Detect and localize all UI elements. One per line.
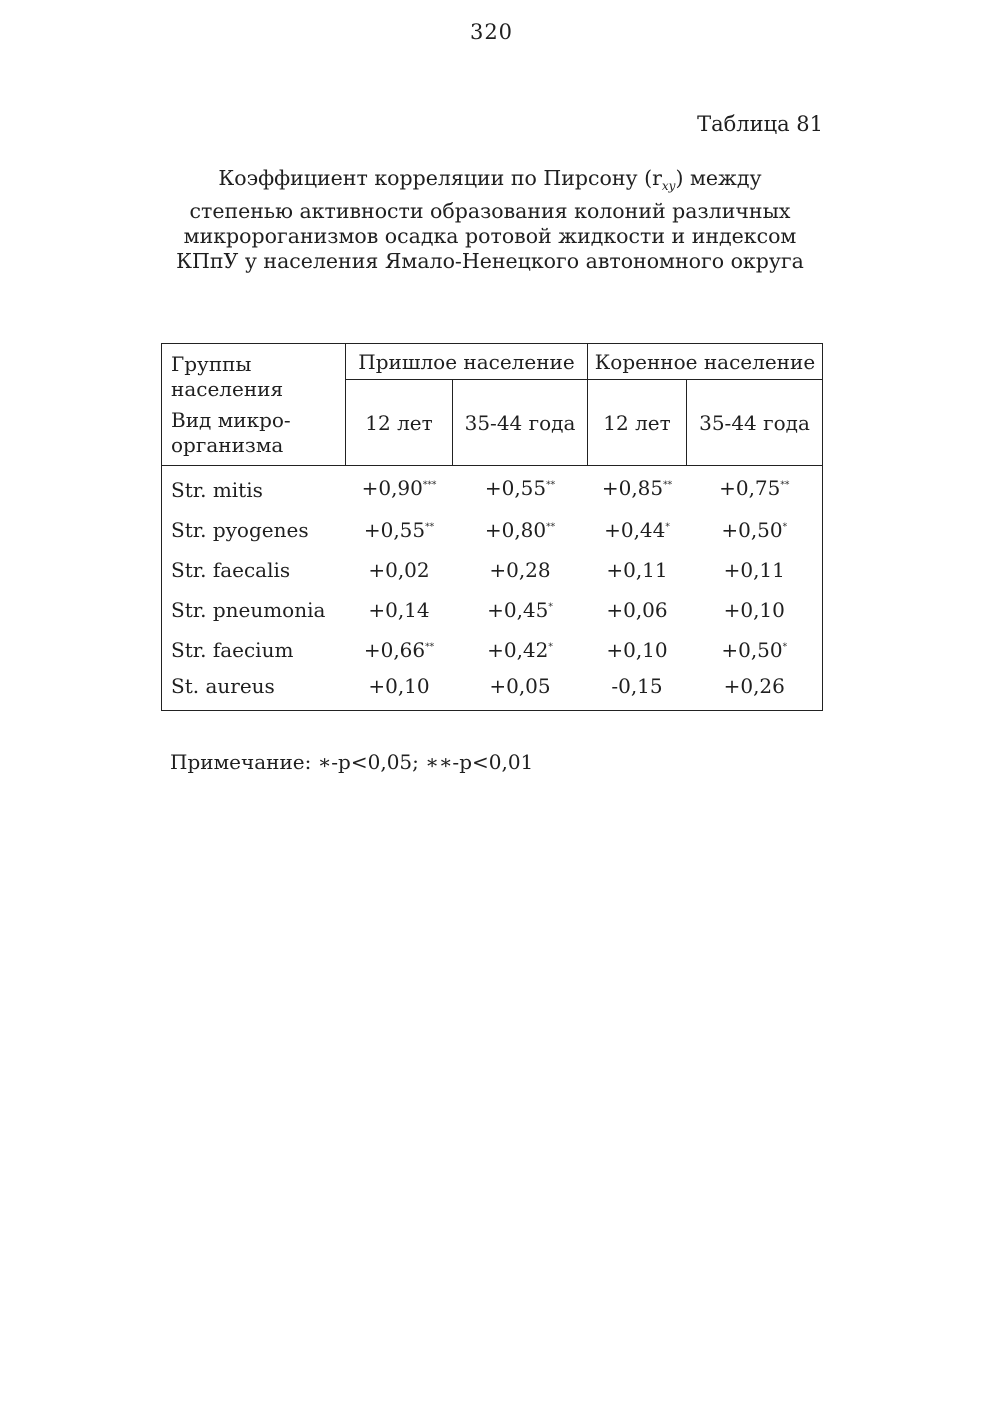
correlation-value: +0,10 [723,598,785,622]
table-label: Таблица 81 [697,112,823,136]
correlation-cell [588,590,687,630]
group-header-newcomers: Пришлое население [346,344,588,380]
correlation-value: +0,11 [606,558,668,582]
correlation-cell [346,630,453,670]
significance-mark: ** [425,642,435,653]
significance-mark: ** [546,480,556,491]
group-header-indigenous: Коренное население [588,344,823,380]
correlation-cell [588,550,687,590]
significance-mark: * [548,602,553,613]
significance-mark: *** [422,480,437,491]
correlation-cell [346,670,453,711]
significance-mark: ** [546,522,556,533]
correlation-value: +0,26 [723,674,785,698]
age-header: 12 лет [588,380,687,466]
caption-line-4: КПпУ у населения Ямало-Ненецкого автономного округа [176,249,804,274]
corner-line-1: Группы [171,352,252,376]
correlation-value: +0,90 [361,476,423,500]
correlation-value: +0,14 [368,598,430,622]
correlation-cell [588,466,687,511]
significance-mark: * [548,642,553,653]
correlation-cell [346,510,453,550]
significance-mark: * [665,522,670,533]
age-header: 12 лет [346,380,453,466]
correlation-value: +0,55 [363,518,426,542]
correlation-cell [453,466,588,511]
correlation-cell [687,510,823,550]
correlation-cell [346,466,453,511]
corner-line-4: организма [171,433,284,457]
correlation-value: +0,50 [721,638,783,662]
age-header: 35-44 года [687,380,823,466]
table-caption [150,166,830,274]
correlation-cell [453,550,588,590]
significance-mark: ** [425,522,435,533]
correlation-cell [687,466,823,511]
correlation-cell [687,670,823,711]
table-row [162,510,823,550]
organism-name: St. aureus [162,670,346,711]
significance-mark: ** [780,480,790,491]
corner-header [162,344,346,466]
correlation-value: +0,55 [484,476,547,500]
correlation-cell [588,670,687,711]
corner-line-2: населения [171,377,284,401]
significance-mark: ** [663,480,673,491]
organism-name: Str. mitis [162,466,346,511]
correlation-value: +0,06 [606,598,668,622]
correlation-value: +0,10 [368,674,430,698]
correlation-value: -0,15 [611,674,663,698]
page-number: 320 [469,20,514,44]
correlation-cell [453,590,588,630]
correlation-value: +0,10 [606,638,668,662]
correlation-cell [346,590,453,630]
organism-name: Str. pyogenes [162,510,346,550]
table-row [162,670,823,711]
correlation-value: +0,42 [487,638,549,662]
correlation-cell [588,630,687,670]
correlation-value: +0,02 [368,558,430,582]
caption-line-1: Коэффициент корреляции по Пирсону $(r_{xy})$ между [218,166,762,194]
correlation-value: +0,28 [489,558,551,582]
organism-name: Str. faecium [162,630,346,670]
table-row [162,630,823,670]
table-row [162,590,823,630]
correlation-cell [346,550,453,590]
correlation-cell [687,630,823,670]
significance-mark: * [782,522,788,533]
correlation-cell [453,510,588,550]
correlation-cell [453,630,588,670]
corner-line-3: Вид микро- [171,408,291,432]
correlation-cell [588,510,687,550]
correlation-value: +0,50 [721,518,783,542]
organism-name: Str. pneumonia [162,590,346,630]
age-header: 35-44 года [453,380,588,466]
footnote: Примечание: ∗-p<0,05; ∗∗-p<0,01 [170,750,534,774]
correlation-cell [687,590,823,630]
correlation-value: +0,45 [487,598,549,622]
organism-name: Str. faecalis [162,550,346,590]
correlation-value: +0,44 [604,518,666,542]
significance-mark: * [782,642,788,653]
correlation-value: +0,75 [719,476,781,500]
correlation-value: +0,05 [489,674,551,698]
correlation-value: +0,85 [601,476,664,500]
caption-line-3: микророганизмов осадка ротовой жидкости и индексом [183,224,797,249]
caption-line-2: степенью активности образования колоний различных [189,199,791,224]
table-row [162,466,823,511]
correlation-value: +0,66 [363,638,426,662]
correlation-value: +0,11 [723,558,785,582]
correlation-value: +0,80 [484,518,547,542]
correlation-cell [687,550,823,590]
table-row [162,550,823,590]
correlation-table [161,343,823,711]
correlation-cell [453,670,588,711]
